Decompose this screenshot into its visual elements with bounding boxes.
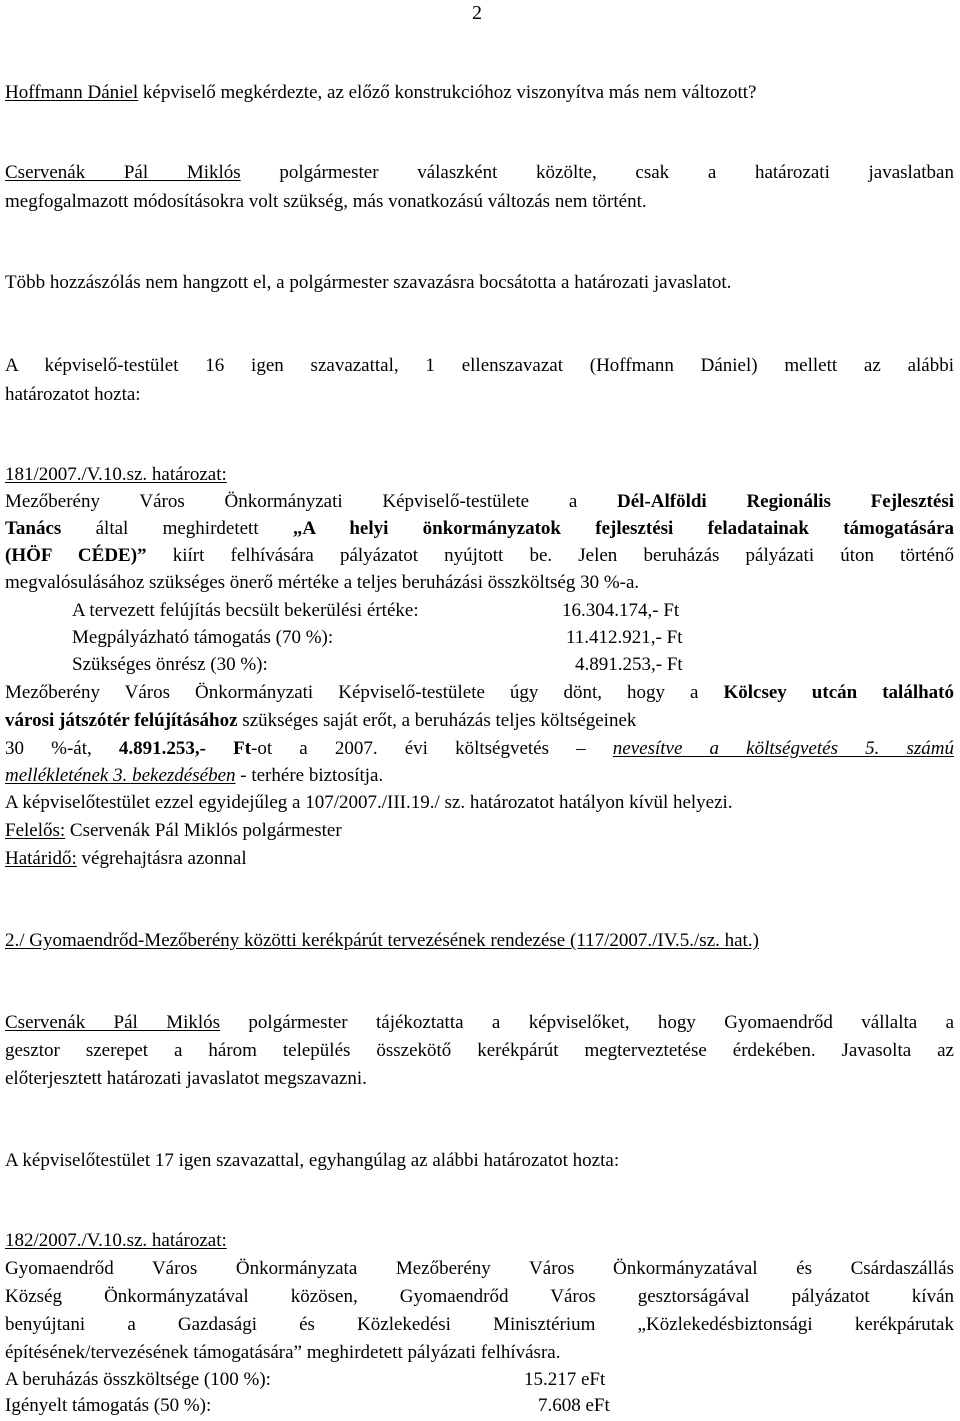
resolution-text-line-2: Község Önkormányzatával közösen, Gyomaendrőd Város gesztorságával pályázatot kíván [5, 1286, 954, 1307]
text-segment-bold: „A helyi önkormányzatok fejlesztési feladatainak támogatására [292, 518, 954, 539]
deadline-label: Határidő: [5, 848, 77, 869]
responsible-value: Cservenák Pál Miklós polgármester [65, 820, 342, 841]
text-segment-bold: Dél-Alföldi Regionális Fejlesztési [617, 491, 954, 512]
speaker-name: Cservenák Pál Miklós [5, 1012, 221, 1033]
text-segment-italic-underline: mellékletének 3. bekezdésében [5, 765, 236, 786]
cost-table-label: Szükséges önrész (30 %): [72, 654, 268, 675]
cost-label: A beruházás összköltsége (100 %): [5, 1369, 271, 1390]
speaker-name: Cservenák Pál Miklós [5, 162, 241, 183]
decision-line-3 [5, 736, 954, 762]
deadline-value: végrehajtásra azonnal [76, 848, 247, 869]
text-segment-bold: Kölcsey utcán található [723, 682, 954, 703]
cost-table-value: 4.891.253,- Ft [575, 654, 683, 675]
speaker-name: Hoffmann Dániel [5, 82, 139, 103]
page-number: 2 [472, 2, 482, 24]
resolution-text-line-2 [5, 516, 954, 542]
deadline-line [5, 846, 954, 872]
text-segment: - terhére biztosítja. [235, 765, 384, 786]
paragraph-question [5, 80, 954, 106]
text-segment-bold: (HÖF CÉDE)” [5, 545, 147, 566]
decision-line-1 [5, 680, 954, 706]
resolution-text-line-1: Gyomaendrőd Város Önkormányzata Mezőberény Város Önkormányzatával és Csárdaszállás [5, 1258, 954, 1279]
resolution-text-line-3 [5, 543, 954, 569]
cost-table-value: 11.412.921,- Ft [566, 627, 683, 648]
responsible-line [5, 818, 954, 844]
text-segment: Mezőberény Város Önkormányzati Képviselő-testülete a [5, 491, 617, 512]
text-segment-bold: 4.891.253,- Ft [118, 738, 252, 759]
decision-line-2 [5, 708, 954, 734]
paragraph-vote-line-1: A képviselő-testület 16 igen szavazattal, 1 ellenszavazat (Hoffmann Dániel) mellett az alábbi [5, 355, 954, 376]
section-vote: A képviselőtestület 17 igen szavazattal, egyhangúlag az alábbi határozatot hozta: [5, 1150, 620, 1171]
paragraph-answer-line-2: megfogalmazott módosításokra volt szükség, más vonatkozású változás nem történt. [5, 191, 647, 212]
resolution-heading: 181/2007./V.10.sz. határozat: [5, 464, 227, 485]
cost-table-label: A tervezett felújítás becsült bekerülési értéke: [72, 600, 419, 621]
responsible-label: Felelős: [5, 820, 66, 841]
cost-table-label: Megpályázható támogatás (70 %): [72, 627, 334, 648]
text-segment: -ot a 2007. évi költségvetés – [251, 738, 613, 759]
text-segment: kiírt felhívására pályázatot nyújtott be. Jelen beruházás pályázati úton történő [146, 545, 954, 566]
text-segment: Mezőberény Város Önkormányzati Képviselő-testülete úgy dönt, hogy a [5, 682, 724, 703]
text-segment: szükséges saját erőt, a beruházás teljes költségeinek [237, 710, 637, 731]
text-segment-bold: városi játszótér felújításához [5, 710, 238, 731]
resolution-text-line-4: megvalósulásához szükséges önerő mértéke a teljes beruházási összköltség 30 %-a. [5, 572, 640, 593]
section-title: 2./ Gyomaendrőd-Mezőberény közötti kerékpárút tervezésének rendezése (117/2007./IV.5./sz. hat.) [5, 930, 759, 951]
paragraph-text: polgármester válaszként közölte, csak a határozati javaslatban [240, 162, 954, 183]
text-segment: által meghirdetett [61, 518, 293, 539]
resolution-text-line-1 [5, 489, 954, 515]
resolution-text-line-4: építésének/tervezésének támogatására” meghirdetett pályázati felhívásra. [5, 1342, 561, 1363]
paragraph-text: polgármester tájékoztatta a képviselőket, hogy Gyomaendrőd vállalta a [220, 1012, 954, 1033]
text-segment: 30 %-át, [5, 738, 119, 759]
cost-value: 7.608 eFt [538, 1395, 610, 1416]
decision-line-4 [5, 763, 954, 789]
section-paragraph-line-3: előterjesztett határozati javaslatot megszavazni. [5, 1068, 367, 1089]
cost-table-value: 16.304.174,- Ft [562, 600, 680, 621]
resolution-text-line-3: benyújtani a Gazdasági és Közlekedési Minisztérium „Közlekedésbiztonsági kerékpárutak [5, 1314, 954, 1335]
cost-label: Igényelt támogatás (50 %): [5, 1395, 212, 1416]
text-segment-italic-underline: nevesítve a költségvetés 5. számú [612, 738, 954, 759]
paragraph-text: képviselő megkérdezte, az előző konstrukcióhoz viszonyítva más nem változott? [138, 82, 757, 103]
resolution-heading: 182/2007./V.10.sz. határozat: [5, 1230, 227, 1251]
text-segment-bold: Tanács [5, 518, 62, 539]
cost-value: 15.217 eFt [524, 1369, 606, 1390]
section-paragraph-line-1 [5, 1010, 954, 1036]
section-paragraph-line-2: gesztor szerepet a három település összekötő kerékpárút megterveztetése érdekében. Javasolta az [5, 1040, 954, 1061]
paragraph-no-more-comments: Több hozzászólás nem hangzott el, a polgármester szavazásra bocsátotta a határozati javaslatot. [5, 272, 732, 293]
paragraph-answer-line-1 [5, 160, 954, 186]
decision-line-5: A képviselőtestület ezzel egyidejűleg a 107/2007./III.19./ sz. határozatot hatályon kívül helyezi. [5, 792, 733, 813]
paragraph-vote-line-2: határozatot hozta: [5, 384, 141, 405]
